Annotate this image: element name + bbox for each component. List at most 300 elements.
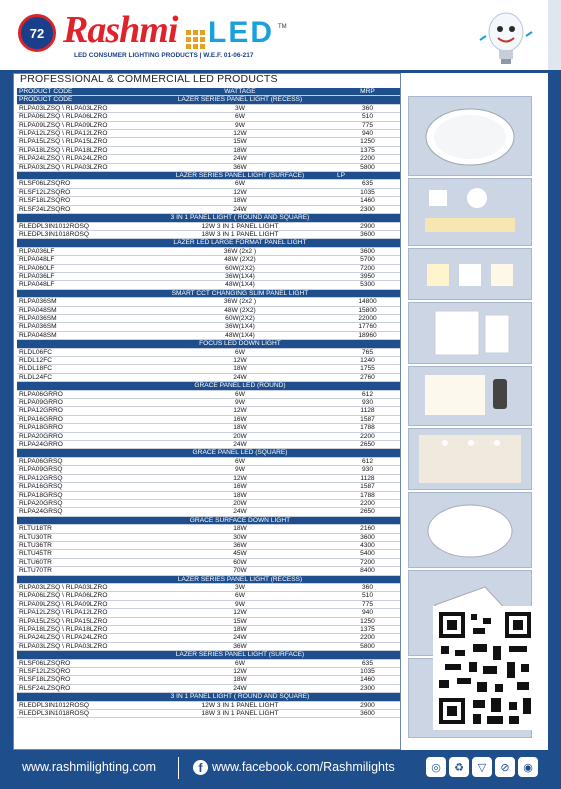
cell-wattage: 18W <box>145 365 335 373</box>
cell-wattage: 18W 3 IN 1 PANEL LIGHT <box>145 710 335 718</box>
table-row <box>17 592 400 600</box>
table-row <box>17 600 400 608</box>
cell-product-code: RLPA12GRRO <box>17 407 145 415</box>
table-row <box>17 533 400 541</box>
table-row <box>17 415 400 423</box>
website-link[interactable]: www.rashmilighting.com <box>22 760 157 774</box>
round-panel-image <box>408 96 532 176</box>
cell-wattage: 36W(1X4) <box>145 323 335 331</box>
category-row <box>17 382 400 390</box>
cell-product-code: RLPA09LZSQ \ RLPA09LZRO <box>17 600 145 608</box>
cell-wattage: 9W <box>145 466 335 474</box>
cell-wattage: 60W(2X2) <box>145 314 335 322</box>
cell-wattage: 12W 3 IN 1 PANEL LIGHT <box>145 222 335 230</box>
cell-wattage: 36W <box>145 642 335 650</box>
cell-product-code: RLSF06LZSQRO <box>17 180 145 188</box>
cell-mrp: 2200 <box>335 432 400 440</box>
cell-mrp <box>335 516 400 524</box>
cell-product-code: RLPA03LZSQ \ RLPA03LZRO <box>17 163 145 171</box>
table-row <box>17 642 400 650</box>
triangle-cert-icon: ▽ <box>472 757 492 777</box>
footer-divider <box>178 757 179 779</box>
cell-wattage: 12W <box>145 357 335 365</box>
table-row <box>17 272 400 280</box>
col-product-code: PRODUCT CODE <box>17 88 145 96</box>
ce-cert-icon: ◉ <box>518 757 538 777</box>
cell-mrp: 2200 <box>335 499 400 507</box>
cell-product-code <box>17 575 145 583</box>
table-row <box>17 684 400 692</box>
table-row <box>17 331 400 339</box>
cell-mrp: 1035 <box>335 668 400 676</box>
cell-wattage: 6W <box>145 592 335 600</box>
table-row <box>17 205 400 213</box>
facebook-link[interactable]: www.facebook.com/Rashmilights <box>212 760 395 774</box>
cell-product-code: RLPA036SM <box>17 323 145 331</box>
table-row <box>17 626 400 634</box>
cell-mrp: 2300 <box>335 684 400 692</box>
table-row <box>17 550 400 558</box>
table-row <box>17 424 400 432</box>
cell-wattage: 3W <box>145 104 335 112</box>
cell-product-code: RLPA036SM <box>17 314 145 322</box>
table-row <box>17 281 400 289</box>
cell-wattage: 16W <box>145 415 335 423</box>
cell-wattage: 36W <box>145 163 335 171</box>
cell-wattage: 12W <box>145 407 335 415</box>
cell-product-code <box>17 289 145 297</box>
cell-mrp: 2900 <box>335 222 400 230</box>
cell-mrp: 1460 <box>335 197 400 205</box>
cell-mrp <box>335 651 400 659</box>
table-row <box>17 197 400 205</box>
trademark: TM <box>278 24 287 30</box>
table-row <box>17 130 400 138</box>
category-row <box>17 214 400 222</box>
table-row <box>17 457 400 465</box>
category-title: LAZER SERIES PANEL LIGHT (SURFACE) <box>145 172 335 180</box>
table-row <box>17 617 400 625</box>
cell-mrp: 8400 <box>335 567 400 575</box>
category-row <box>17 96 400 104</box>
category-row <box>17 239 400 247</box>
cell-product-code: RLPA036LF <box>17 247 145 255</box>
cell-mrp: 940 <box>335 609 400 617</box>
cell-wattage: 48W (2X2) <box>145 256 335 264</box>
cell-product-code: RLPA048SM <box>17 331 145 339</box>
cell-wattage: 12W <box>145 188 335 196</box>
category-title: 3 IN 1 PANEL LIGHT ( ROUND AND SQUARE) <box>145 214 335 222</box>
cell-mrp: 2200 <box>335 155 400 163</box>
cell-product-code: RLPA20GRRO <box>17 432 145 440</box>
cell-wattage: 18W <box>145 491 335 499</box>
cell-product-code: RLPA12LZSQ \ RLPA12LZRO <box>17 130 145 138</box>
table-row <box>17 230 400 238</box>
cell-product-code: RLPA060LF <box>17 264 145 272</box>
table-row <box>17 541 400 549</box>
cell-product-code: RLTU60TR <box>17 558 145 566</box>
cell-product-code: RLPA12LZSQ \ RLPA12LZRO <box>17 609 145 617</box>
cell-mrp: 635 <box>335 180 400 188</box>
cell-wattage: 24W <box>145 634 335 642</box>
cell-product-code: RLPA24GRRO <box>17 441 145 449</box>
table-row <box>17 668 400 676</box>
cell-product-code: RLPA15LZSQ \ RLPA15LZRO <box>17 617 145 625</box>
cfl-cert-icon: ◎ <box>426 757 446 777</box>
cell-product-code: RLPA18LZSQ \ RLPA18LZRO <box>17 146 145 154</box>
header <box>0 0 561 70</box>
cell-mrp: 2160 <box>335 525 400 533</box>
cell-product-code: RLSF18LZSQRO <box>17 676 145 684</box>
cell-mrp: 3600 <box>335 533 400 541</box>
table-header <box>17 88 400 96</box>
cell-product-code: RLPA16GRRO <box>17 415 145 423</box>
cell-wattage: 16W <box>145 483 335 491</box>
cell-product-code <box>17 449 145 457</box>
cell-wattage: 6W <box>145 457 335 465</box>
cell-mrp: 3600 <box>335 247 400 255</box>
cell-product-code: RLSF24LZSQRO <box>17 684 145 692</box>
cell-product-code: RLEDPL3IN1018ROSQ <box>17 710 145 718</box>
cell-mrp: 3600 <box>335 230 400 238</box>
category-title: GRACE PANEL LED (SQUARE) <box>145 449 335 457</box>
cell-mrp: 930 <box>335 466 400 474</box>
cell-wattage: 60W(2X2) <box>145 264 335 272</box>
cell-mrp: 17760 <box>335 323 400 331</box>
table-row <box>17 441 400 449</box>
cell-wattage: 36W (2x2 ) <box>145 298 335 306</box>
table-row <box>17 298 400 306</box>
cell-mrp: 635 <box>335 659 400 667</box>
cell-product-code: RLDL12FC <box>17 357 145 365</box>
cell-mrp: 1240 <box>335 357 400 365</box>
cell-wattage: 18W <box>145 525 335 533</box>
cell-mrp: 2300 <box>335 205 400 213</box>
cell-mrp: 2760 <box>335 373 400 381</box>
category-row <box>17 516 400 524</box>
table-row <box>17 264 400 272</box>
cell-wattage: 48W(1X4) <box>145 331 335 339</box>
cell-mrp <box>335 693 400 701</box>
cell-wattage: 24W <box>145 155 335 163</box>
table-row <box>17 491 400 499</box>
table-row <box>17 390 400 398</box>
cell-wattage: 12W <box>145 130 335 138</box>
cell-product-code: RLPA18LZSQ \ RLPA18LZRO <box>17 626 145 634</box>
bulb-mascot-icon <box>478 10 534 68</box>
category-title: LAZER SERIES PANEL LIGHT (RECESS) <box>145 575 335 583</box>
cell-mrp: 7200 <box>335 558 400 566</box>
cell-mrp: 5700 <box>335 256 400 264</box>
cell-wattage: 12W <box>145 668 335 676</box>
cell-mrp: 1250 <box>335 138 400 146</box>
cell-mrp: 1788 <box>335 491 400 499</box>
cell-product-code: RLPA036SM <box>17 298 145 306</box>
cell-wattage: 15W <box>145 617 335 625</box>
tagline: LED CONSUMER LIGHTING PRODUCTS | W.E.F. 01-06-217 <box>74 52 254 59</box>
cell-mrp <box>335 382 400 390</box>
cell-product-code: RLSF06LZSQRO <box>17 659 145 667</box>
cell-wattage: 45W <box>145 550 335 558</box>
cell-wattage: 9W <box>145 600 335 608</box>
cell-mrp: 1587 <box>335 483 400 491</box>
category-title: SMART CCT CHANGING SLIM PANEL LIGHT <box>145 289 335 297</box>
cell-mrp: 15800 <box>335 306 400 314</box>
cell-wattage: 24W <box>145 373 335 381</box>
cell-product-code: RLPA036LF <box>17 272 145 280</box>
cell-mrp: 22000 <box>335 314 400 322</box>
cell-wattage: 12W <box>145 474 335 482</box>
cell-wattage: 18W 3 IN 1 PANEL LIGHT <box>145 230 335 238</box>
category-title: GRACE SURFACE DOWN LIGHT <box>145 516 335 524</box>
cell-mrp: 1250 <box>335 617 400 625</box>
cell-wattage: 36W(1X4) <box>145 272 335 280</box>
cell-product-code: RLPA18GRSQ <box>17 491 145 499</box>
cell-product-code: RLPA03LZSQ \ RLPA03LZRO <box>17 104 145 112</box>
cell-mrp <box>335 289 400 297</box>
category-row <box>17 449 400 457</box>
cell-product-code: RLPA18GRRO <box>17 424 145 432</box>
cell-product-code <box>17 214 145 222</box>
cell-wattage: 24W <box>145 441 335 449</box>
cell-product-code: RLEDPL3IN1012ROSQ <box>17 701 145 709</box>
table-row <box>17 113 400 121</box>
cell-mrp: 14800 <box>335 298 400 306</box>
table-row <box>17 373 400 381</box>
cell-product-code <box>17 239 145 247</box>
cell-wattage: 24W <box>145 205 335 213</box>
category-title: FOCUS LED DOWN LIGHT <box>145 340 335 348</box>
cell-wattage: 6W <box>145 180 335 188</box>
cell-mrp: 360 <box>335 583 400 591</box>
table-row <box>17 710 400 718</box>
cell-wattage: 6W <box>145 348 335 356</box>
page-edge-tab <box>548 0 561 70</box>
cell-mrp: 4300 <box>335 541 400 549</box>
table-row <box>17 558 400 566</box>
table-row <box>17 508 400 516</box>
table-row <box>17 701 400 709</box>
cell-product-code: RLSF12LZSQRO <box>17 668 145 676</box>
table-row <box>17 163 400 171</box>
cell-mrp: 940 <box>335 130 400 138</box>
cell-mrp: 7200 <box>335 264 400 272</box>
category-title: LAZER LED LARGE FORMAT PANEL LIGHT <box>145 239 335 247</box>
cell-mrp: 2900 <box>335 701 400 709</box>
cell-product-code <box>17 172 145 180</box>
cell-product-code: RLPA09GRSQ <box>17 466 145 474</box>
cell-mrp: 3950 <box>335 272 400 280</box>
cell-product-code: RLEDPL3IN1012ROSQ <box>17 222 145 230</box>
3in1-panel-image <box>408 248 532 300</box>
cell-product-code: RLTU36TR <box>17 541 145 549</box>
cell-product-code: RLPA15LZSQ \ RLPA15LZRO <box>17 138 145 146</box>
price-table <box>17 88 400 718</box>
cell-product-code: RLSF12LZSQRO <box>17 188 145 196</box>
category-row <box>17 651 400 659</box>
qr-code-icon <box>433 606 537 730</box>
col-mrp: MRP <box>335 88 400 96</box>
cell-mrp: 5800 <box>335 163 400 171</box>
cell-wattage: 30W <box>145 533 335 541</box>
table-row <box>17 314 400 322</box>
surface-panel-image <box>408 178 532 246</box>
cell-wattage: 60W <box>145 558 335 566</box>
table-row <box>17 399 400 407</box>
cell-mrp: 2200 <box>335 634 400 642</box>
cell-product-code: RLPA03LZSQ \ RLPA03LZRO <box>17 642 145 650</box>
cell-product-code: RLPA03LZSQ \ RLPA03LZRO <box>17 583 145 591</box>
cell-wattage: 6W <box>145 113 335 121</box>
cell-wattage: 18W <box>145 424 335 432</box>
cell-mrp: LP <box>335 172 400 180</box>
table-row <box>17 567 400 575</box>
table-row <box>17 676 400 684</box>
cell-mrp: 1788 <box>335 424 400 432</box>
cell-product-code <box>17 516 145 524</box>
cell-product-code <box>17 651 145 659</box>
cell-product-code: RLPA24GRSQ <box>17 508 145 516</box>
cell-product-code <box>17 693 145 701</box>
table-row <box>17 256 400 264</box>
cell-product-code: PRODUCT CODE <box>17 96 145 104</box>
cell-product-code: RLDL24FC <box>17 373 145 381</box>
grace-round-image <box>408 492 532 568</box>
cell-product-code: RLPA06GRSQ <box>17 457 145 465</box>
large-format-panel-image <box>408 302 532 364</box>
brand-logo: Rashmi <box>63 9 178 51</box>
cell-product-code: RLDL18FC <box>17 365 145 373</box>
cell-product-code: RLPA20GRSQ <box>17 499 145 507</box>
table-row <box>17 306 400 314</box>
cell-product-code: RLPA24LZSQ \ RLPA24LZRO <box>17 155 145 163</box>
table-row <box>17 348 400 356</box>
section-title: PROFESSIONAL & COMMERCIAL LED PRODUCTS <box>20 73 278 85</box>
cell-mrp: 775 <box>335 121 400 129</box>
cell-wattage: 18W <box>145 676 335 684</box>
category-row <box>17 172 400 180</box>
cell-mrp: 765 <box>335 348 400 356</box>
table-row <box>17 155 400 163</box>
table-row <box>17 222 400 230</box>
cell-wattage: 18W <box>145 626 335 634</box>
cell-mrp: 5800 <box>335 642 400 650</box>
cell-wattage: 12W 3 IN 1 PANEL LIGHT <box>145 701 335 709</box>
table-row <box>17 138 400 146</box>
cell-product-code: RLPA048LF <box>17 281 145 289</box>
cell-product-code: RLPA09GRRO <box>17 399 145 407</box>
table-row <box>17 474 400 482</box>
cell-mrp <box>335 96 400 104</box>
cell-wattage: 6W <box>145 659 335 667</box>
category-title: LAZER SERIES PANEL LIGHT (SURFACE) <box>145 651 335 659</box>
table-row <box>17 499 400 507</box>
table-row <box>17 609 400 617</box>
cell-mrp: 930 <box>335 399 400 407</box>
category-row <box>17 693 400 701</box>
category-row <box>17 575 400 583</box>
table-row <box>17 483 400 491</box>
table-row <box>17 121 400 129</box>
table-row <box>17 466 400 474</box>
cell-wattage: 24W <box>145 508 335 516</box>
cell-product-code: RLPA06GRRO <box>17 390 145 398</box>
cell-mrp: 1755 <box>335 365 400 373</box>
cell-product-code: RLPA048LF <box>17 256 145 264</box>
table-row <box>17 407 400 415</box>
cell-wattage: 3W <box>145 583 335 591</box>
cell-product-code <box>17 382 145 390</box>
cell-mrp: 1035 <box>335 188 400 196</box>
cell-wattage: 18W <box>145 197 335 205</box>
cell-wattage: 20W <box>145 499 335 507</box>
cell-mrp: 612 <box>335 390 400 398</box>
cell-wattage: 24W <box>145 684 335 692</box>
cell-wattage: 20W <box>145 432 335 440</box>
cell-product-code: RLSF18LZSQRO <box>17 197 145 205</box>
anniversary-badge: 72 <box>18 14 56 52</box>
cell-wattage: 9W <box>145 121 335 129</box>
cell-mrp: 1460 <box>335 676 400 684</box>
cell-product-code <box>17 340 145 348</box>
cell-wattage: 6W <box>145 390 335 398</box>
cell-product-code: RLTU18TR <box>17 525 145 533</box>
cell-wattage: 18W <box>145 146 335 154</box>
recycle-cert-icon: ♻ <box>449 757 469 777</box>
table-row <box>17 180 400 188</box>
cell-product-code: RLPA09LZSQ \ RLPA09LZRO <box>17 121 145 129</box>
brand-led-logo: LED <box>208 16 274 49</box>
cell-mrp: 2650 <box>335 508 400 516</box>
table-row <box>17 583 400 591</box>
cell-mrp: 3600 <box>335 710 400 718</box>
facebook-icon: f <box>193 760 208 775</box>
logo-dots-icon <box>186 30 205 49</box>
category-row <box>17 340 400 348</box>
cell-mrp: 1128 <box>335 407 400 415</box>
cell-mrp: 5400 <box>335 550 400 558</box>
cell-mrp: 510 <box>335 113 400 121</box>
cell-wattage: 48W (2X2) <box>145 306 335 314</box>
cell-wattage: 48W(1X4) <box>145 281 335 289</box>
cell-mrp <box>335 575 400 583</box>
cell-mrp: 612 <box>335 457 400 465</box>
cell-mrp <box>335 214 400 222</box>
category-row <box>17 289 400 297</box>
cell-product-code: RLPA16GRSQ <box>17 483 145 491</box>
table-row <box>17 659 400 667</box>
col-wattage: WATTAGE <box>145 88 335 96</box>
category-title: 3 IN 1 PANEL LIGHT ( ROUND AND SQUARE) <box>145 693 335 701</box>
table-row <box>17 146 400 154</box>
cell-mrp: 1375 <box>335 146 400 154</box>
table-row <box>17 432 400 440</box>
smart-cct-panel-image <box>408 366 532 426</box>
cell-mrp: 775 <box>335 600 400 608</box>
table-row <box>17 104 400 112</box>
cell-mrp: 1128 <box>335 474 400 482</box>
cell-wattage: 70W <box>145 567 335 575</box>
cell-product-code: RLTU45TR <box>17 550 145 558</box>
cell-wattage: 36W (2x2 ) <box>145 247 335 255</box>
category-title: GRACE PANEL LED (ROUND) <box>145 382 335 390</box>
table-row <box>17 634 400 642</box>
cell-wattage: 9W <box>145 399 335 407</box>
cell-mrp: 2650 <box>335 441 400 449</box>
cell-product-code: RLTU30TR <box>17 533 145 541</box>
cell-product-code: RLPA048SM <box>17 306 145 314</box>
cell-wattage: 36W <box>145 541 335 549</box>
